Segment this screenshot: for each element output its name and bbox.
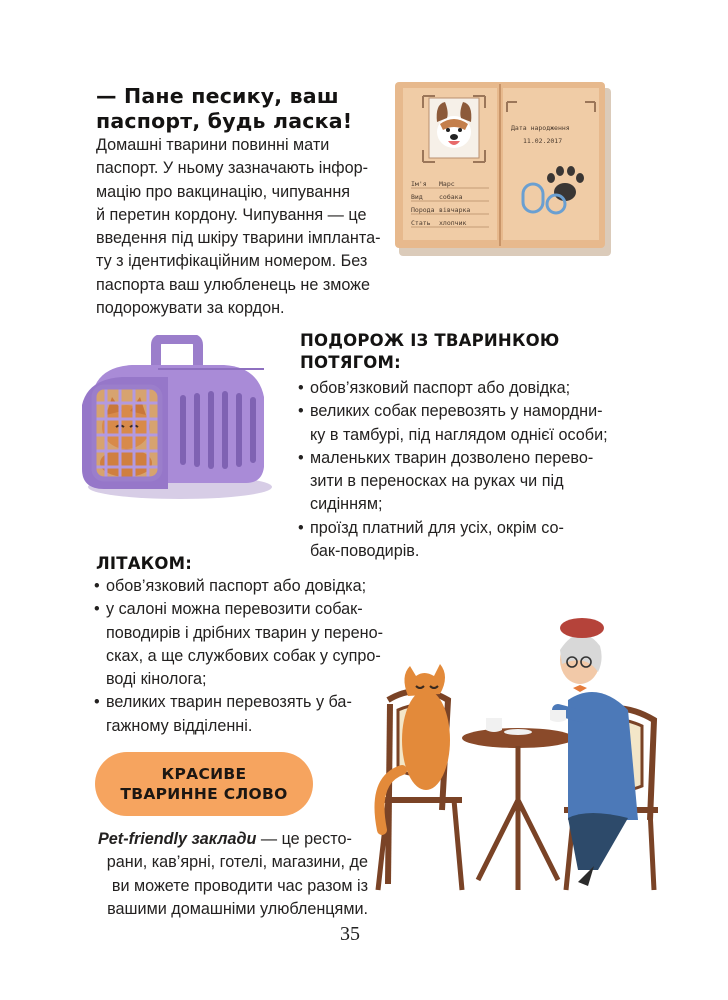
petfriendly-paragraph [98, 828, 368, 921]
list-item-continuation: бак-поводирів. [310, 542, 420, 561]
paragraph-line: паспорт. У ньому зазначають інфор- [96, 159, 369, 178]
list-item-continuation: ку в тамбурі, під наглядом однієї особи; [310, 425, 608, 444]
word-box-line: КРАСИВЕ [161, 765, 247, 783]
intro-title [96, 84, 352, 134]
intro-title-line: — Пане песику, ваш [96, 84, 339, 108]
train-title-line: ПОТЯГОМ: [300, 353, 401, 372]
list-item-continuation: сидінням; [310, 495, 383, 514]
list-item-continuation: поводирів і дрібних тварин у перено- [106, 623, 384, 642]
passport-field-label: Вид [411, 193, 423, 201]
paragraph-line: вашими домашніми улюбленцями. [107, 899, 368, 918]
intro-paragraph [96, 134, 386, 320]
paragraph-line: й перетин кордону. Чипування — це [96, 205, 367, 224]
list-item-continuation: зити в переносках на руках чи під [310, 472, 564, 491]
list-item: • великих тварин перевозять у ба- [94, 693, 352, 712]
passport-field-label: Порода [411, 206, 435, 214]
list-item-continuation: сках, а ще службових собак у супро- [106, 646, 381, 665]
train-section-title [300, 330, 559, 374]
train-title-line: ПОДОРОЖ ІЗ ТВАРИНКОЮ [300, 331, 560, 350]
passport-date-label: Дата народження [511, 124, 570, 132]
plane-bullet-list [94, 575, 394, 738]
paragraph-line: ви можете проводити час разом із [111, 876, 368, 895]
list-item: • великих собак перевозять у намордни- [298, 402, 603, 421]
paragraph-line: ту з ідентифікаційним номером. Без [96, 252, 368, 271]
passport-field-label: Ім'я [411, 180, 427, 188]
paragraph-line: Домашні тварини повинні мати [96, 136, 330, 154]
passport-date-value: 11.02.2017 [523, 137, 563, 145]
word-box-line: ТВАРИННЕ СЛОВО [120, 785, 288, 803]
train-bullet-list [298, 377, 618, 563]
word-box-badge [95, 752, 313, 816]
list-item-continuation: гажному відділенні. [106, 716, 253, 735]
list-item: • проїзд платний для усіх, окрім со- [298, 518, 564, 537]
list-item: • маленьких тварин дозволено перево- [298, 448, 594, 467]
list-item: • обов’язковий паспорт або довідка; [94, 577, 367, 595]
paragraph-line: рани, кав’ярні, готелі, магазини, де [106, 853, 368, 872]
petfriendly-first-line: — це ресто- [256, 830, 352, 848]
passport-field-value: хлопчик [439, 219, 467, 227]
passport-field-value: собака [439, 193, 463, 201]
petfriendly-term: Pet-friendly заклади [98, 830, 257, 848]
list-item: • у салоні можна перевозити собак- [94, 600, 363, 619]
pet-passport-illustration [393, 80, 615, 258]
passport-field-value: вівчарка [439, 206, 471, 214]
paragraph-line: подорожувати за кордон. [96, 299, 285, 318]
pet-carrier-illustration [70, 335, 284, 505]
list-item-continuation: воді кінолога; [106, 670, 207, 689]
list-item: • обов’язковий паспорт або довідка; [298, 379, 571, 397]
paragraph-line: введення під шкіру тварини імпланта- [96, 229, 381, 248]
paragraph-line: паспорта ваш улюбленець не зможе [96, 275, 371, 294]
passport-field-value: Марс [439, 180, 455, 188]
plane-section-title: ЛІТАКОМ: [96, 554, 192, 573]
intro-title-line: паспорт, будь ласка! [96, 109, 353, 133]
paragraph-line: мацію про вакцинацію, чипування [96, 182, 351, 201]
page-number: 35 [340, 923, 360, 945]
passport-field-label: Стать [411, 219, 431, 227]
cafe-illustration [368, 600, 658, 900]
